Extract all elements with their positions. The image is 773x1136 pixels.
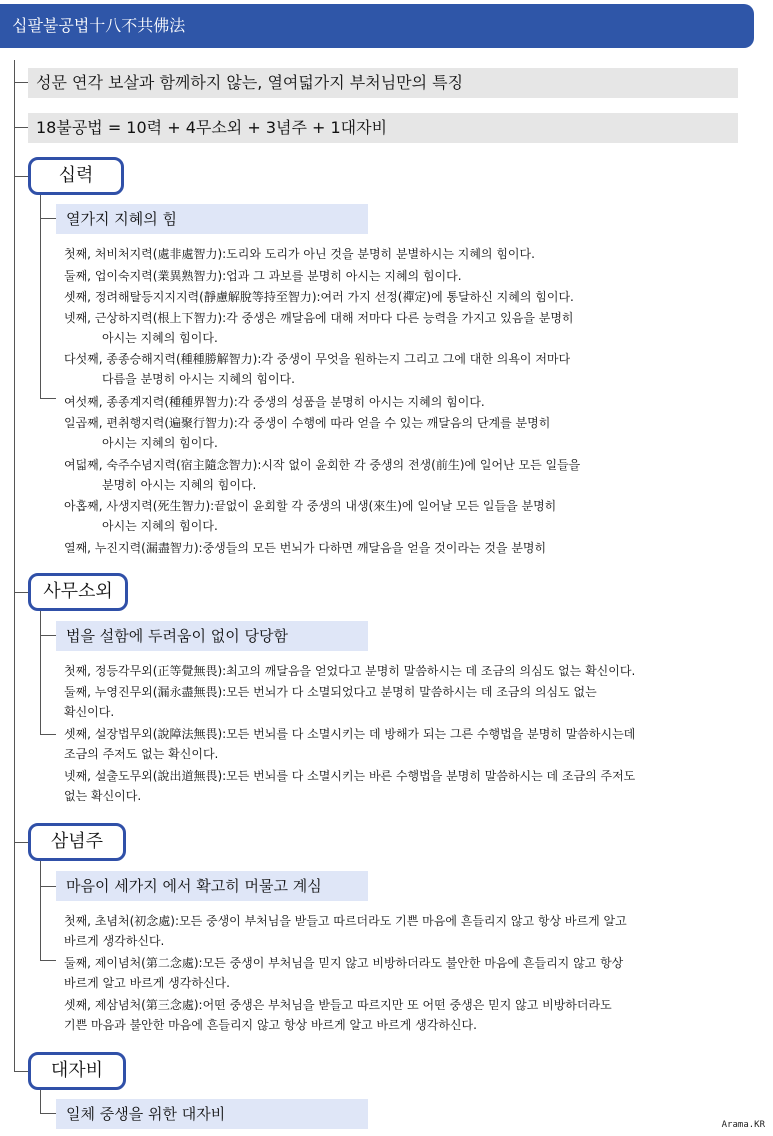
list-item: 첫째, 초념처(初念處):모든 중생이 부처님을 받들고 따르더라도 기쁜 마음에 흔들리지 않고 항상 바르게 알고 바르게 생각하신다. [64, 914, 627, 948]
list-item: 둘째, 업이숙지력(業異熟智力):업과 그 과보를 분명히 아시는 지혜의 힘이다. [64, 269, 462, 283]
section-title-daejabi: 대자비 [28, 1052, 126, 1090]
tree-sub-branch [40, 635, 56, 636]
tree-sub-line [40, 861, 41, 961]
tree-branch-line [14, 176, 28, 177]
definition-box: 성문 연각 보살과 함께하지 않는, 열여덟가지 부처님만의 특징 [28, 68, 738, 98]
list-item: 둘째, 누영진무외(漏永盡無畏):모든 번뇌가 다 소멸되었다고 분명히 말씀하시는 데 조금의 의심도 없는 확신이다. [64, 685, 597, 719]
watermark-text: Arama.KR [721, 1120, 765, 1130]
tree-branch-line [14, 842, 28, 843]
tree-branch-line [14, 1071, 28, 1072]
list-item: 첫째, 정등각무외(正等覺無畏):최고의 깨달음을 얻었다고 분명히 말씀하시는 데 조금의 의심도 없는 확신이다. [64, 664, 636, 678]
list-item: 넷째, 설출도무외(說出道無畏):모든 번뇌를 다 소멸시키는 바른 수행법을 분명히 말씀하시는 데 조금의 주저도 없는 확신이다. [64, 769, 636, 803]
page-title: 십팔불공법十八不共佛法 [12, 16, 186, 35]
formula-box: 18불공법 = 10력 + 4무소외 + 3념주 + 1대자비 [28, 113, 738, 143]
list-item: 셋째, 정려해탈등지지지력(靜慮解脫等持至智力):여러 가지 선정(禪定)에 통달하신 지혜의 힘이다. [64, 290, 574, 304]
tree-sub-line [40, 1090, 41, 1114]
section-subtitle-samnyeomju: 마음이 세가지 에서 확고히 머물고 계심 [56, 871, 368, 901]
list-item: 여덟째, 숙주수념지력(宿主隨念智力):시작 없이 윤회한 각 중생의 전생(前生)에 일어난 모든 일들을 분명히 아시는 지혜의 힘이다. [64, 458, 581, 492]
list-item: 열째, 누진지력(漏盡智力):중생들의 모든 번뇌가 다하면 깨달음을 얻을 것이라는 것을 분명히 [64, 541, 547, 555]
tree-sub-branch [40, 734, 56, 735]
tree-branch-line [14, 127, 28, 128]
tree-sub-branch [40, 398, 56, 399]
list-item: 일곱째, 편취행지력(遍聚行智力):각 중생이 수행에 따라 얻을 수 있는 깨달음의 단계를 분명히 아시는 지혜의 힘이다. [64, 416, 551, 450]
tree-sub-line [40, 195, 41, 399]
list-item: 셋째, 제삼념처(第三念處):어떤 중생은 부처님을 받들고 따르지만 또 어떤 중생은 믿지 않고 비방하더라도 기쁜 마음과 불안한 마음에 흔들리지 않고 항상 바르게 알고 바르게 생각하신다. [64, 998, 612, 1032]
section-subtitle-daejabi: 일체 중생을 위한 대자비 [56, 1099, 368, 1129]
tree-branch-line [14, 592, 28, 593]
section-title-samnyeomju: 삼념주 [28, 823, 126, 861]
tree-branch-line [14, 82, 28, 83]
header-bar [0, 4, 754, 48]
list-item: 둘째, 제이념처(第二念處):모든 중생이 부처님을 믿지 않고 비방하더라도 불안한 마음에 흔들리지 않고 항상 바르게 알고 바르게 생각하신다. [64, 956, 624, 990]
list-item: 첫째, 처비처지력(處非處智力):도리와 도리가 아닌 것을 분명히 분별하시는 지혜의 힘이다. [64, 247, 535, 261]
section-title-samusoe: 사무소외 [28, 573, 128, 611]
tree-sub-branch [40, 886, 56, 887]
tree-sub-branch [40, 1113, 56, 1114]
tree-sub-line [40, 611, 41, 735]
tree-sub-branch [40, 218, 56, 219]
tree-trunk-line [14, 60, 15, 1072]
list-item: 여섯째, 종종계지력(種種界智力):각 중생의 성품을 분명히 아시는 지혜의 힘이다. [64, 395, 485, 409]
tree-sub-branch [40, 960, 56, 961]
section-subtitle-sipryeok: 열가지 지혜의 힘 [56, 204, 368, 234]
list-item: 셋째, 설장법무외(說障法無畏):모든 번뇌를 다 소멸시키는 데 방해가 되는 그른 수행법을 분명히 말씀하시는데 조금의 주저도 없는 확신이다. [64, 727, 636, 761]
section-subtitle-samusoe: 법을 설함에 두려움이 없이 당당함 [56, 621, 368, 651]
list-item: 아홉째, 사생지력(死生智力):끝없이 윤회할 각 중생의 내생(來生)에 일어날 모든 일들을 분명히 아시는 지혜의 힘이다. [64, 499, 557, 533]
list-item: 넷째, 근상하지력(根上下智力):각 중생은 깨달음에 대해 저마다 다른 능력을 가지고 있음을 분명히 아시는 지혜의 힘이다. [64, 311, 574, 345]
section-title-sipryeok: 십력 [28, 157, 124, 195]
list-item: 다섯째, 종종승해지력(種種勝解智力):각 중생이 무엇을 원하는지 그리고 그에 대한 의욕이 저마다 다름을 분명히 아시는 지혜의 힘이다. [64, 352, 571, 386]
